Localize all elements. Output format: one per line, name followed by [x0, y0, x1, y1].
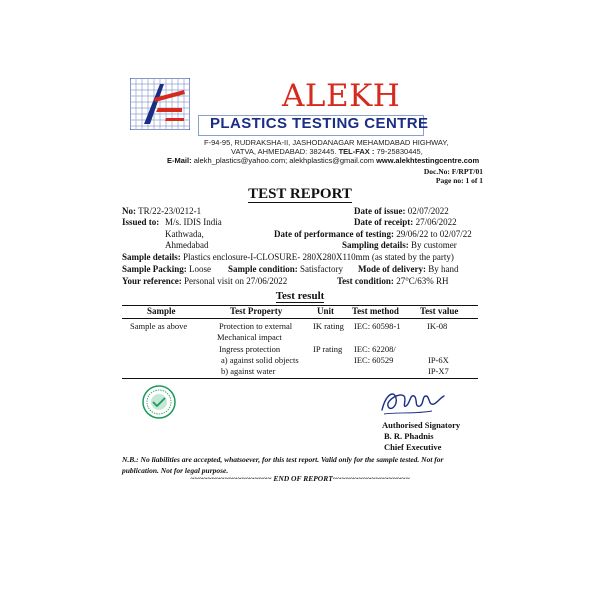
- email-addresses: alekh_plastics@yahoo.com; alekhplastics@gmail.com: [193, 156, 374, 165]
- method-1: IEC: 60598-1: [354, 321, 401, 331]
- alekh-logo: [130, 78, 190, 130]
- date-of-issue: Date of issue: 02/07/2022: [354, 206, 449, 216]
- address-line-1: F-94-95, RUDRAKSHA-II, JASHODANAGAR MEHAMDABAD HIGHWAY,: [204, 138, 449, 147]
- property-1-line-2: Mechanical impact: [217, 332, 282, 342]
- tel-fax-value: 79-25830445,: [376, 147, 423, 156]
- page-number: Page no: 1 of 1: [435, 176, 483, 185]
- column-header-unit: Unit: [317, 306, 335, 316]
- value-2b: IP-X7: [428, 366, 449, 376]
- mode-of-delivery: Mode of delivery: By hand: [358, 264, 459, 274]
- sample-details: Sample details: Plastics enclosure-I-CLOSURE- 280X280X110mm (as stated by the party): [122, 252, 454, 262]
- sample-packing: Sample Packing: Loose: [122, 264, 212, 274]
- issued-to-label: Issued to:: [122, 217, 160, 227]
- end-of-report: ~~~~~~~~~~~~~~~~~~~ END OF REPORT~~~~~~~~~~~~~~~~~~: [190, 474, 410, 483]
- table-bottom-rule: [122, 378, 478, 379]
- property-2-line-2: a) against solid objects: [221, 355, 299, 365]
- contact-line: [167, 156, 479, 165]
- disclaimer-note: N.B.: No liabilities are accepted, whatsoever, for this test report. Valid only for the sample tested. Not for publication. Not for legal purpose.: [122, 455, 444, 475]
- method-2-line-2: IEC: 60529: [354, 355, 394, 365]
- seal-icon: [142, 385, 176, 419]
- signatory-title: Authorised Signatory: [382, 420, 461, 430]
- test-condition: Test condition: 27°C/63% RH: [337, 276, 449, 286]
- table-header-rule: [122, 318, 478, 319]
- test-result-title-row: [0, 290, 600, 302]
- centre-name: PLASTICS TESTING CENTRE: [210, 115, 429, 132]
- property-2-line-3: b) against water: [221, 366, 276, 376]
- report-title: TEST REPORT: [248, 186, 352, 202]
- issued-to-city: Ahmedabad: [165, 240, 209, 250]
- test-result-title: Test result: [275, 290, 325, 302]
- method-2-line-1: IEC: 62208/: [354, 344, 396, 354]
- column-header-test-method: Test method: [352, 306, 399, 316]
- document-number: Doc.No: F/RPT/01: [423, 167, 483, 176]
- date-of-receipt: Date of receipt: 27/06/2022: [354, 217, 457, 227]
- email-label: E-Mail:: [167, 156, 192, 165]
- column-header-test-property: Test Property: [230, 306, 283, 316]
- report-title-row: [0, 186, 600, 203]
- value-2a: IP-6X: [428, 355, 449, 365]
- your-reference: Your reference: Personal visit on 27/06/2022: [122, 276, 288, 286]
- issued-to-name: M/s. IDIS India: [165, 217, 222, 227]
- sampling-details: Sampling details: By customer: [342, 240, 457, 250]
- brand-name: ALEKH: [282, 78, 401, 114]
- signature-icon: [376, 384, 448, 418]
- website: www.alekhtestingcentre.com: [376, 156, 480, 165]
- signatory-designation: Chief Executive: [384, 442, 442, 452]
- value-1: IK-08: [427, 321, 448, 331]
- unit-1: IK rating: [313, 321, 344, 331]
- report-number: No: TR/22-23/0212-1: [122, 206, 202, 216]
- address-line-2: [231, 147, 423, 156]
- sample-cell: Sample as above: [130, 321, 188, 331]
- property-2-line-1: Ingress protection: [219, 344, 281, 354]
- sample-condition: Sample condition: Satisfactory: [228, 264, 344, 274]
- unit-2: IP rating: [313, 344, 343, 354]
- column-header-test-value: Test value: [420, 306, 459, 316]
- issued-to-area: Kathwada,: [165, 229, 204, 239]
- address-city: VATVA, AHMEDABAD: 382445.: [231, 147, 337, 156]
- tel-fax-label: TEL-FAX :: [338, 147, 375, 156]
- date-of-performance: Date of performance of testing: 29/06/22 to 02/07/22: [274, 229, 472, 239]
- property-1-line-1: Protection to external: [219, 321, 293, 331]
- signatory-name: B. R. Phadnis: [384, 431, 434, 441]
- column-header-sample: Sample: [147, 306, 176, 316]
